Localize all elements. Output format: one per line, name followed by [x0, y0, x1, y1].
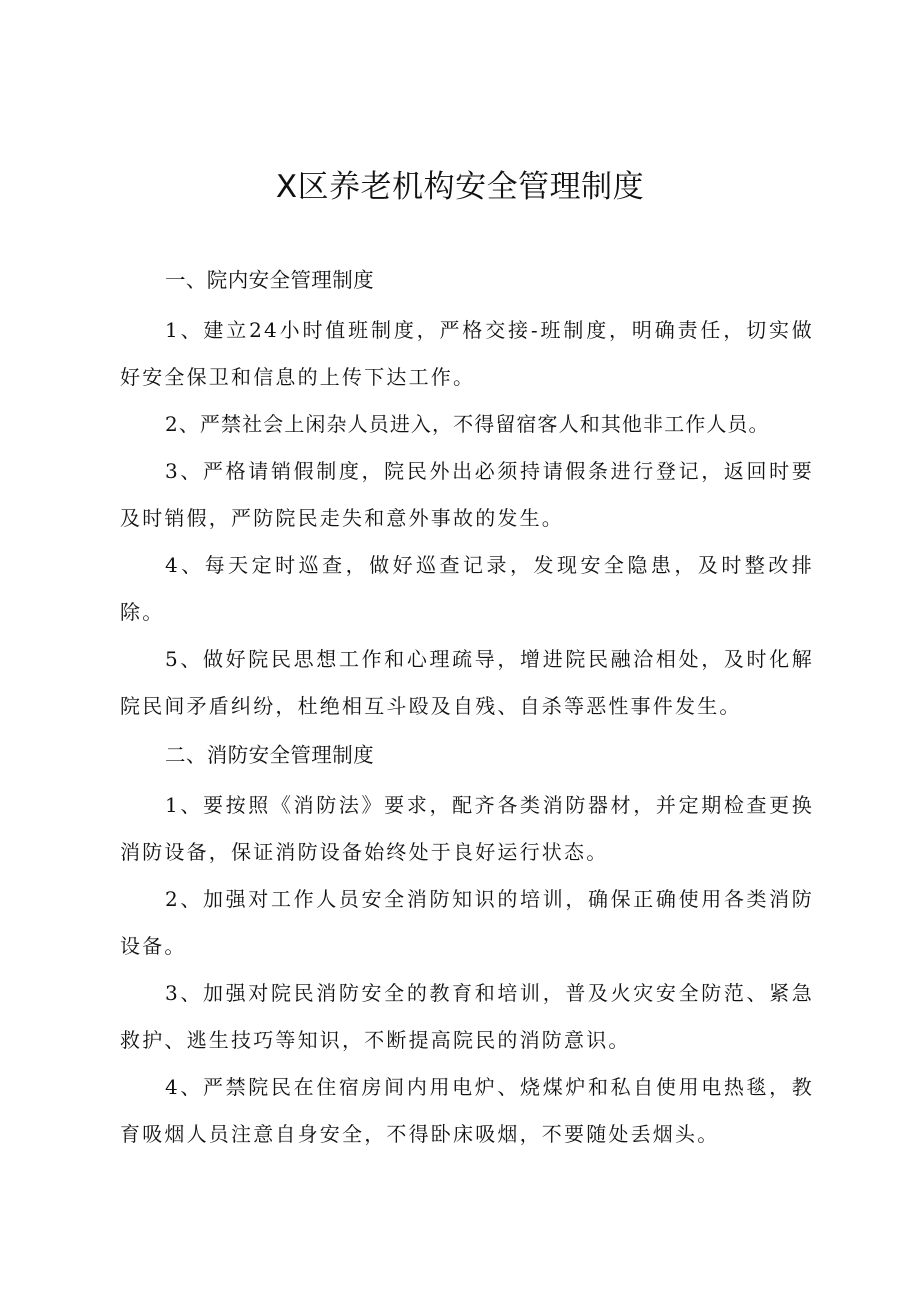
regulation-item: 3、加强对院民消防安全的教育和培训，普及火灾安全防范、紧急救护、逃生技巧等知识，不断提高院民的消防意识。	[120, 981, 814, 1052]
section-heading: 二、消防安全管理制度	[165, 743, 374, 767]
document-title: X区养老机构安全管理制度	[275, 169, 645, 205]
regulation-item: 3、严格请销假制度，院民外出必须持请假条进行登记，返回时要及时销假，严防院民走失和意外事故的发生。	[120, 459, 814, 530]
regulation-item: 5、做好院民思想工作和心理疏导，增进院民融洽相处，及时化解院民间矛盾纠纷，杜绝相互斗殴及自残、自杀等恶性事件发生。	[120, 647, 814, 718]
section-heading: 一、院内安全管理制度	[165, 268, 374, 292]
regulation-item: 1、建立24小时值班制度，严格交接-班制度，明确责任，切实做好安全保卫和信息的上传下达工作。	[120, 318, 814, 389]
document-body	[120, 255, 814, 1158]
section-courtyard-safety	[120, 255, 814, 730]
section-fire-safety	[120, 730, 814, 1158]
regulation-item: 1、要按照《消防法》要求，配齐各类消防器材，并定期检查更换消防设备，保证消防设备始终处于良好运行状态。	[120, 793, 814, 864]
regulation-item: 2、加强对工作人员安全消防知识的培训，确保正确使用各类消防设备。	[120, 887, 814, 958]
regulation-item: 4、每天定时巡查，做好巡查记录，发现安全隐患，及时整改排除。	[120, 553, 814, 624]
regulation-item: 2、严禁社会上闲杂人员进入，不得留宿客人和其他非工作人员。	[165, 412, 770, 436]
regulation-item: 4、严禁院民在住宿房间内用电炉、烧煤炉和私自使用电热毯，教育吸烟人员注意自身安全，不得卧床吸烟，不要随处丢烟头。	[120, 1075, 814, 1146]
